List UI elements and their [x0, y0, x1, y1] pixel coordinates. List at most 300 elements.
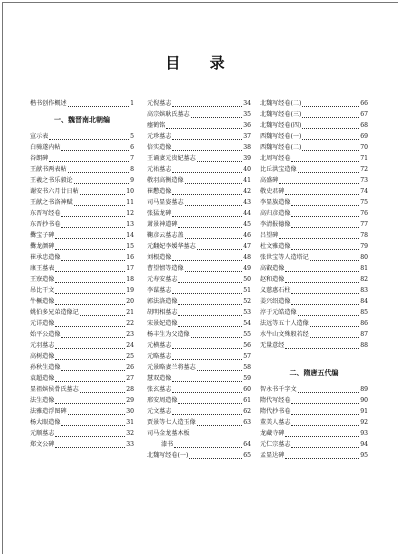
dot-leader	[61, 364, 125, 371]
dot-leader	[285, 188, 359, 195]
toc-entry[interactable]	[147, 373, 251, 384]
toc-entry[interactable]	[30, 340, 134, 351]
dot-leader	[302, 144, 359, 151]
entry-page: 23	[126, 331, 134, 338]
entry-page: 73	[360, 177, 368, 184]
entry-page: 50	[243, 276, 251, 283]
entry-title: 高叡造像	[260, 265, 285, 272]
dot-leader	[61, 210, 125, 217]
entry-page: 87	[360, 331, 368, 338]
entry-page: 74	[360, 188, 368, 195]
dot-leader	[55, 232, 125, 239]
entry-title: 慧双造像	[147, 375, 172, 382]
toc-entry[interactable]	[30, 274, 134, 285]
entry-page: 68	[360, 122, 368, 129]
entry-title: 北周写经卷	[260, 155, 291, 162]
toc-entry[interactable]	[260, 109, 368, 120]
toc-entry[interactable]	[260, 285, 368, 296]
entry-title: 杨丰生为父造像	[147, 331, 190, 338]
toc-entry[interactable]	[260, 263, 368, 274]
entry-title: 高归彦造像	[260, 210, 291, 217]
entry-title: 元详造像	[30, 320, 55, 327]
entry-title: 元仁宗墓志	[260, 441, 291, 448]
section-heading-sui-tang: 二、隋唐五代编	[289, 368, 339, 377]
toc-entry[interactable]	[147, 241, 251, 252]
toc-entry[interactable]	[30, 307, 134, 318]
dot-leader	[285, 452, 359, 459]
toc-entry[interactable]	[30, 219, 134, 230]
dot-leader	[55, 287, 125, 294]
entry-title: 瘗鹤铭	[147, 122, 166, 129]
entry-page: 40	[243, 166, 251, 173]
entry-page: 95	[360, 452, 368, 459]
dot-leader	[55, 276, 125, 283]
toc-entry[interactable]	[147, 263, 251, 274]
entry-page: 83	[360, 287, 368, 294]
entry-title: 刘根造像	[147, 254, 172, 261]
entry-page: 48	[243, 254, 251, 261]
dot-leader	[178, 298, 242, 305]
entry-page: 20	[126, 298, 134, 305]
entry-page: 60	[243, 386, 251, 393]
toc-entry[interactable]	[147, 362, 251, 373]
entry-title: 袁超造像	[30, 375, 55, 382]
entry-title: 北魏写经卷(二)	[260, 100, 302, 107]
entry-page: 69	[360, 133, 368, 140]
dot-leader	[178, 276, 242, 283]
entry-page: 15	[126, 243, 134, 250]
toc-entry[interactable]	[147, 230, 251, 241]
entry-title: 倍实造像	[147, 144, 172, 151]
entry-title: 张猛龙碑	[147, 210, 172, 217]
toc-entry[interactable]	[147, 98, 251, 109]
toc-entry[interactable]	[147, 197, 251, 208]
entry-title: 隋代抄书卷	[260, 408, 291, 415]
toc-entry[interactable]	[147, 351, 251, 362]
entry-page: 16	[126, 254, 134, 261]
dot-leader	[191, 111, 243, 118]
toc-entry[interactable]	[260, 296, 368, 307]
entry-page: 47	[243, 243, 251, 250]
entry-page: 52	[243, 298, 251, 305]
toc-entry[interactable]	[260, 142, 368, 153]
toc-entry[interactable]	[260, 186, 368, 197]
entry-page: 62	[243, 408, 251, 415]
dot-leader	[291, 441, 359, 448]
toc-entry[interactable]	[30, 395, 134, 406]
dot-leader	[174, 441, 242, 448]
toc-entry[interactable]	[30, 142, 134, 153]
entry-title: 谢安书六月廿日帖	[30, 188, 79, 195]
dot-leader	[80, 309, 125, 316]
entry-title: 高盛碑	[260, 177, 279, 184]
toc-entry[interactable]	[260, 131, 368, 142]
dot-leader	[172, 133, 242, 140]
entry-title: 水牛山文殊般若经	[260, 331, 309, 338]
toc-entry[interactable]	[147, 153, 251, 164]
entry-page: 34	[243, 100, 251, 107]
toc-entry[interactable]	[30, 384, 134, 395]
toc-column-2	[147, 98, 251, 461]
entry-page: 8	[130, 166, 134, 173]
entry-title: 隋代写经卷	[260, 397, 291, 404]
toc-entry[interactable]	[260, 417, 368, 428]
toc-entry[interactable]	[30, 252, 134, 263]
dot-leader	[298, 386, 360, 393]
entry-title: 显祖嫔侯骨氏墓志	[30, 386, 79, 393]
entry-page: 51	[243, 287, 251, 294]
toc-entry[interactable]	[30, 362, 134, 373]
toc-entry[interactable]	[147, 428, 251, 439]
dot-leader	[55, 397, 125, 404]
toc-entry[interactable]	[30, 208, 134, 219]
entry-title: 张玄墓志	[147, 386, 172, 393]
dot-leader	[285, 265, 359, 272]
entry-title: 姜兴绍造像	[260, 298, 291, 305]
toc-entry[interactable]	[147, 142, 251, 153]
toc-entry[interactable]	[147, 219, 251, 230]
entry-page: 49	[243, 265, 251, 272]
toc-entry[interactable]	[147, 296, 251, 307]
toc-entry[interactable]	[147, 175, 251, 186]
entry-title: 元寿安墓志	[147, 276, 178, 283]
dot-leader	[291, 298, 359, 305]
dot-leader	[189, 452, 242, 459]
toc-entry[interactable]	[30, 439, 134, 450]
toc-entry[interactable]	[260, 318, 368, 329]
entry-page: 1	[130, 100, 134, 107]
entry-page: 13	[126, 221, 134, 228]
toc-entry[interactable]	[147, 208, 251, 219]
entry-page: 22	[126, 320, 134, 327]
entry-title: 法生造像	[30, 397, 55, 404]
entry-page: 79	[360, 243, 368, 250]
toc-entry[interactable]	[260, 384, 368, 395]
dot-leader	[55, 298, 125, 305]
entry-title: 赵和造像	[260, 276, 285, 283]
entry-title: 王献书两表帖	[30, 166, 67, 173]
dot-leader	[291, 287, 359, 294]
toc-entry[interactable]	[30, 153, 134, 164]
entry-page: 10	[126, 188, 134, 195]
entry-title: 智永书千字文	[260, 386, 297, 393]
entry-title: 龙藏寺碑	[260, 430, 285, 437]
dot-leader	[291, 221, 359, 228]
dot-leader	[279, 177, 359, 184]
entry-title: 高树造像	[30, 353, 55, 360]
entry-title: 北魏写经卷(一)	[147, 452, 189, 459]
dot-leader	[291, 199, 359, 206]
entry-page: 56	[243, 342, 251, 349]
dot-leader	[197, 419, 242, 426]
toc-entry[interactable]	[260, 197, 368, 208]
toc-entry[interactable]	[147, 131, 251, 142]
entry-page: 29	[126, 397, 134, 404]
dot-leader	[172, 386, 242, 393]
entry-title: 宋景妃造像	[147, 320, 178, 327]
dot-leader	[55, 353, 125, 360]
entry-title: 元顺墓志	[30, 430, 55, 437]
toc-entry[interactable]	[30, 318, 134, 329]
entry-title: 淳于元皓造像	[260, 309, 297, 316]
entry-title: 东晋写经卷	[30, 210, 61, 217]
entry-page: 32	[126, 430, 134, 437]
entry-page: 63	[243, 419, 251, 426]
toc-entry[interactable]	[260, 450, 368, 461]
entry-title: 鞠彦云墓志盖	[147, 232, 184, 239]
dot-leader	[291, 419, 359, 426]
dot-leader	[291, 408, 359, 415]
toc-entry[interactable]	[147, 285, 251, 296]
dot-leader	[61, 254, 125, 261]
dot-leader	[68, 100, 130, 107]
entry-title: 司马显姿墓志	[147, 199, 184, 206]
entry-title: 元祐墓志	[147, 166, 172, 173]
dot-leader	[185, 177, 243, 184]
entry-page: 24	[126, 342, 134, 349]
toc-entry[interactable]	[30, 351, 134, 362]
dot-leader	[61, 419, 125, 426]
dot-leader	[185, 199, 243, 206]
toc-entry[interactable]	[147, 329, 251, 340]
entry-title: 曹望憘等造像	[147, 265, 184, 272]
dot-leader	[55, 441, 125, 448]
entry-page: 30	[126, 408, 134, 415]
entry-title: 张世宝等人造塔记	[260, 254, 309, 261]
entry-page: 45	[243, 221, 251, 228]
entry-title: 元倪墓志	[147, 100, 172, 107]
toc-entry[interactable]	[30, 197, 134, 208]
dot-leader	[172, 287, 242, 294]
entry-page: 86	[360, 320, 368, 327]
entry-title: 元景略妻兰将墓志	[147, 364, 196, 371]
dot-leader	[172, 100, 242, 107]
entry-title: 吕望碑	[260, 232, 279, 239]
dot-leader	[191, 431, 250, 437]
entry-title: 司马金龙墓木板	[147, 430, 190, 437]
entry-title: 无量意经	[260, 342, 285, 349]
toc-entry[interactable]	[147, 252, 251, 263]
entry-title: 王献之书洛神赋	[30, 199, 73, 206]
entry-title: 杨大眼造像	[30, 419, 61, 426]
entry-title: 郑文公碑	[30, 441, 55, 448]
dot-leader	[291, 397, 359, 404]
dot-leader	[310, 331, 359, 338]
entry-title: 宣示表	[30, 133, 49, 140]
dot-leader	[55, 342, 125, 349]
dot-leader	[80, 386, 125, 393]
toc-entry[interactable]	[147, 274, 251, 285]
entry-title: 白骑遂内帖	[30, 144, 61, 151]
toc-entry[interactable]	[147, 109, 251, 120]
entry-page: 41	[243, 177, 251, 184]
dot-leader	[172, 375, 242, 382]
toc-entry[interactable]	[260, 252, 368, 263]
toc-entry[interactable]	[260, 340, 368, 351]
entry-page: 36	[243, 122, 251, 129]
dot-leader	[197, 243, 242, 250]
dot-leader	[49, 155, 129, 162]
toc-entry[interactable]	[30, 131, 134, 142]
toc-entry[interactable]	[147, 450, 251, 461]
entry-page: 6	[130, 144, 134, 151]
toc-entry[interactable]	[260, 98, 368, 109]
toc-entry[interactable]	[147, 395, 251, 406]
toc-entry[interactable]	[30, 406, 134, 417]
toc-entry[interactable]	[260, 153, 368, 164]
entry-title: 牛橛造像	[30, 298, 55, 305]
dot-leader	[185, 232, 243, 239]
toc-entry[interactable]	[30, 428, 134, 439]
toc-entry[interactable]	[30, 373, 134, 384]
entry-title: 孙秋生造像	[30, 364, 61, 371]
entry-page: 80	[360, 254, 368, 261]
dot-leader	[55, 430, 125, 437]
entry-title: 李谋墓志	[147, 287, 172, 294]
entry-page: 81	[360, 265, 368, 272]
entry-title: 李清报德像	[260, 221, 291, 228]
toc-entry[interactable]	[147, 406, 251, 417]
dot-leader	[166, 122, 242, 129]
entry-page: 67	[360, 111, 368, 118]
toc-column-3	[260, 98, 368, 461]
dot-leader	[285, 342, 359, 349]
dot-leader	[285, 276, 359, 283]
toc-entry-intro[interactable]	[30, 98, 134, 109]
entry-title: 胡明相墓志	[147, 309, 178, 316]
toc-entry[interactable]	[147, 439, 251, 450]
toc-entry[interactable]	[30, 186, 134, 197]
entry-page: 72	[360, 166, 368, 173]
entry-title: 李显族造像	[260, 199, 291, 206]
entry-page: 88	[360, 342, 368, 349]
dot-leader	[74, 177, 129, 184]
entry-page: 90	[360, 397, 368, 404]
entry-page: 12	[126, 210, 134, 217]
toc-entry[interactable]	[30, 175, 134, 186]
entry-page: 27	[126, 375, 134, 382]
entry-page: 78	[360, 232, 368, 239]
entry-page: 71	[360, 155, 368, 162]
toc-entry[interactable]	[260, 230, 368, 241]
dot-leader	[172, 166, 242, 173]
dot-leader	[178, 309, 242, 316]
entry-title: 元略墓志	[147, 353, 172, 360]
toc-entry[interactable]	[260, 274, 368, 285]
entry-title: 法雅造浮图碑	[30, 408, 67, 415]
toc-entry[interactable]	[260, 219, 368, 230]
dot-leader	[172, 408, 242, 415]
entry-title: 始平公造像	[30, 331, 61, 338]
entry-title: 王诵妻元贵妃墓志	[147, 155, 196, 162]
dot-leader	[197, 364, 242, 371]
dot-leader	[49, 133, 129, 140]
entry-title: 北魏写经卷(四)	[260, 122, 302, 129]
entry-page: 26	[126, 364, 134, 371]
toc-entry[interactable]	[30, 241, 134, 252]
toc-entry[interactable]	[30, 285, 134, 296]
entry-title: 法远等五十人造像	[260, 320, 309, 327]
toc-entry[interactable]	[147, 318, 251, 329]
entry-title: 康王墓表	[30, 265, 55, 272]
dot-leader	[298, 309, 360, 316]
dot-leader	[279, 232, 359, 239]
entry-title: 元珍墓志	[147, 133, 172, 140]
toc-entry[interactable]	[260, 164, 368, 175]
entry-page: 44	[243, 210, 251, 217]
entry-page: 66	[360, 100, 368, 107]
toc-entry[interactable]	[30, 417, 134, 428]
toc-entry[interactable]	[147, 384, 251, 395]
entry-page: 17	[126, 265, 134, 272]
entry-page: 57	[243, 353, 251, 360]
dot-leader	[302, 100, 359, 107]
toc-entry[interactable]	[260, 395, 368, 406]
toc-entry[interactable]	[147, 307, 251, 318]
entry-title: 吊比干文	[30, 287, 55, 294]
toc-entry[interactable]	[147, 164, 251, 175]
toc-entry[interactable]	[30, 329, 134, 340]
toc-entry[interactable]	[147, 120, 251, 131]
entry-title: 王羲之书乐毅论	[30, 177, 73, 184]
toc-entry[interactable]	[260, 428, 368, 439]
entry-title: 漆书	[161, 441, 174, 448]
entry-page: 7	[130, 155, 134, 162]
dot-leader	[74, 199, 126, 206]
entry-page: 58	[243, 364, 251, 371]
toc-entry[interactable]	[147, 340, 251, 351]
toc-entry[interactable]	[260, 120, 368, 131]
dot-leader	[80, 188, 125, 195]
dot-leader	[61, 221, 125, 228]
toc-entry[interactable]	[147, 186, 251, 197]
entry-title: 西魏写经卷(二)	[260, 144, 302, 151]
dot-leader	[178, 397, 242, 404]
toc-entry[interactable]	[260, 329, 368, 340]
entry-title: 贾景等七人造玉像	[147, 419, 196, 426]
entry-title: 元翻妃李媛华墓志	[147, 243, 196, 250]
entry-title: 敬羽高衡造像	[147, 177, 184, 184]
toc-entry[interactable]	[30, 230, 134, 241]
toc-entry[interactable]	[30, 263, 134, 274]
dot-leader	[302, 111, 359, 118]
toc-entry[interactable]	[30, 164, 134, 175]
entry-page: 39	[243, 155, 251, 162]
toc-entry[interactable]	[30, 296, 134, 307]
entry-page: 94	[360, 441, 368, 448]
entry-page: 61	[243, 397, 251, 404]
entry-page: 21	[126, 309, 134, 316]
entry-page: 91	[360, 408, 368, 415]
toc-entry[interactable]	[260, 175, 368, 186]
entry-page: 31	[126, 419, 134, 426]
section-heading-wei-jin: 一、魏晋南北朝编	[54, 115, 110, 124]
toc-entry[interactable]	[260, 208, 368, 219]
toc-entry[interactable]	[260, 439, 368, 450]
entry-title: 高宗嫔耿氏墓志	[147, 111, 190, 118]
toc-entry[interactable]	[260, 406, 368, 417]
dot-leader	[310, 320, 359, 327]
dot-leader	[178, 320, 242, 327]
toc-entry[interactable]	[260, 241, 368, 252]
toc-entry[interactable]	[260, 307, 368, 318]
entry-page: 11	[126, 199, 134, 206]
entry-title: 姚伯多兄弟造像记	[30, 309, 79, 316]
entry-title: 楷书创作概述	[30, 100, 67, 107]
toc-entry[interactable]	[147, 417, 251, 428]
entry-page: 25	[126, 353, 134, 360]
dot-leader	[55, 375, 125, 382]
